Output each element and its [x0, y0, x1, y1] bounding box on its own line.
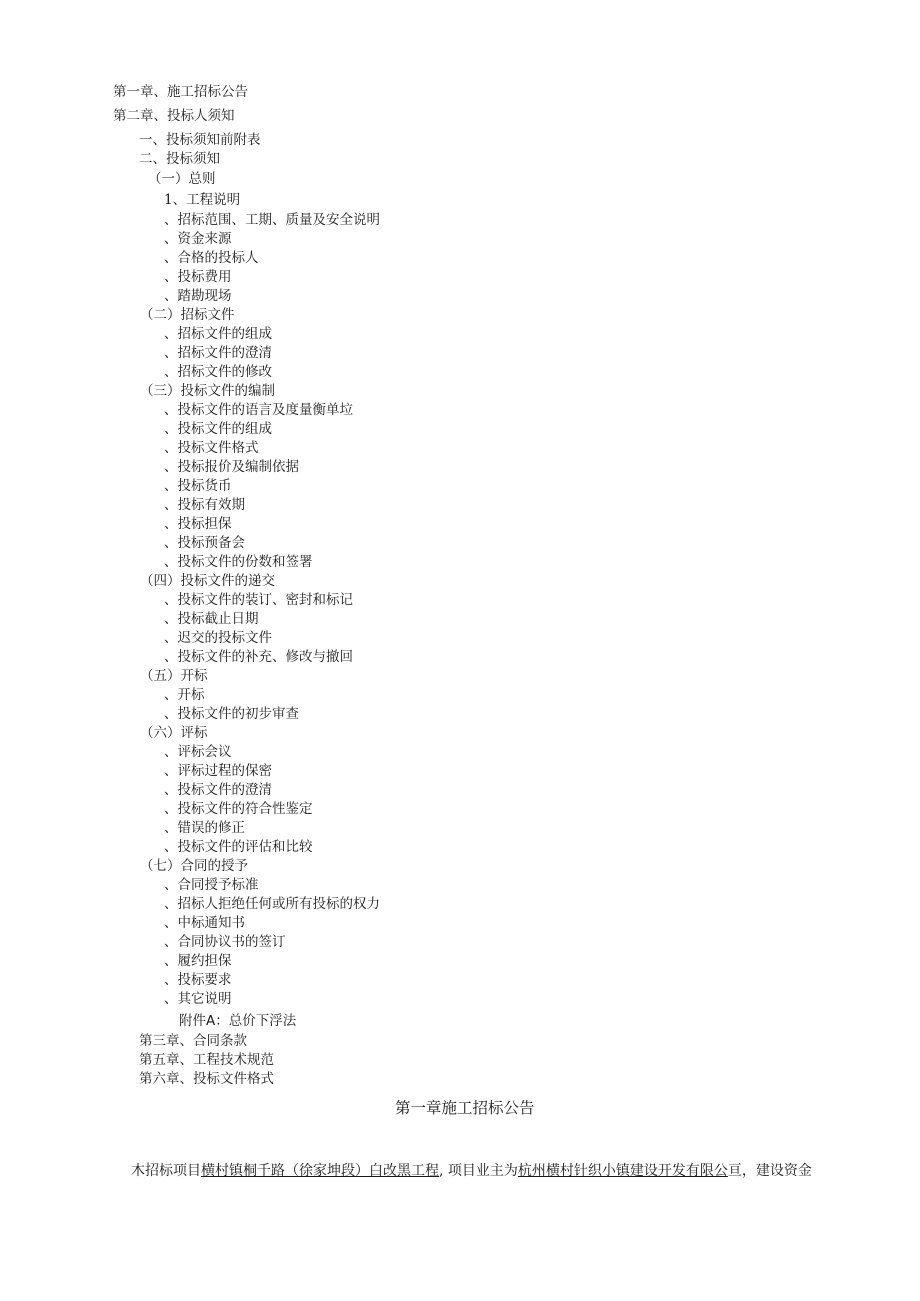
toc-chapter-1: 第一章、施工招标公告: [113, 84, 248, 100]
toc-item: 、中标通知书: [164, 915, 245, 931]
toc-item: 、投标货币: [164, 478, 232, 494]
toc-subsection-2: （二）招标文件: [140, 307, 235, 323]
toc-item: 、投标文件的份数和签署: [164, 554, 313, 570]
toc-item: 、招标人拒绝任何或所有投标的权力: [164, 896, 380, 912]
toc-chapter-5: 第五章、工程技术规范: [139, 1052, 274, 1068]
toc-item: 、招标文件的澄清: [164, 345, 272, 361]
toc-item: 、错误的修正: [164, 820, 245, 836]
toc-item: 、投标文件的初步审查: [164, 706, 299, 722]
toc-item: 1、工程说明: [164, 192, 241, 208]
toc-item: 、合格的投标人: [164, 250, 259, 266]
toc-subsection-6: （六）评标: [140, 725, 208, 741]
toc-item: 、投标预备会: [164, 535, 245, 551]
toc-item: 、投标截止日期: [164, 611, 259, 627]
toc-item: 、投标文件的澄清: [164, 782, 272, 798]
section-heading: 第一章施工招标公告: [395, 1099, 535, 1117]
para-suffix: 亘，建设资金: [727, 1163, 812, 1179]
toc-item: 、开标: [164, 687, 205, 703]
toc-subsection-1: （一）总则: [148, 171, 216, 187]
toc-item: 、合同协议书的签订: [164, 934, 286, 950]
toc-subsection-4: （四）投标文件的递交: [140, 573, 275, 589]
toc-item: 、投标报价及编制依据: [164, 459, 299, 475]
toc-section-1: 一、投标须知前附表: [139, 132, 261, 148]
toc-item: 、招标文件的修改: [164, 364, 272, 380]
toc-item: 、投标文件的组成: [164, 421, 272, 437]
toc-section-2: 二、投标须知: [139, 151, 220, 167]
section-paragraph: [131, 1160, 812, 1180]
toc-item: 、投标文件的补充、修改与撤回: [164, 649, 353, 665]
toc-item: 、投标文件的语言及度量衡单垃: [164, 402, 353, 418]
toc-subsection-5: （五）开标: [140, 668, 208, 684]
toc-item: 、合同授予标准: [164, 877, 259, 893]
para-mid: , 项目业主为: [439, 1163, 518, 1179]
toc-item: 、踏勘现场: [164, 288, 232, 304]
toc-item: 、投标文件格式: [164, 440, 259, 456]
toc-item: 、投标文件的符合性鉴定: [164, 801, 313, 817]
toc-chapter-2: 第二章、投标人须知: [113, 108, 235, 124]
toc-item: 、评标会议: [164, 744, 232, 760]
toc-subsection-7: （七）合同的授予: [140, 858, 248, 874]
toc-item: 、履约担保: [164, 953, 232, 969]
owner-name: 杭州横村针织小镇建设开发有限公: [517, 1163, 728, 1179]
toc-chapter-6: 第六章、投标文件格式: [139, 1071, 274, 1087]
toc-item: 、投标担保: [164, 516, 232, 532]
toc-item: 、迟交的投标文件: [164, 630, 272, 646]
para-prefix: 木招标项目: [131, 1163, 201, 1179]
toc-item: 、投标费用: [164, 269, 232, 285]
toc-annex-a: 附件A：总价下浮法: [179, 1013, 297, 1029]
toc-item: 、投标有效期: [164, 497, 245, 513]
toc-item: 、资金来源: [164, 231, 232, 247]
toc-item: 、投标文件的评估和比较: [164, 839, 313, 855]
toc-subsection-3: （三）投标文件的编制: [140, 383, 275, 399]
toc-item: 、投标文件的装订、密封和标记: [164, 592, 353, 608]
project-name: 横村镇桐千路（徐家坤段）白改黑工程: [201, 1163, 439, 1179]
toc-chapter-3: 第三章、合同条款: [139, 1033, 247, 1049]
toc-item: 、招标文件的组成: [164, 326, 272, 342]
toc-item: 、其它说明: [164, 991, 232, 1007]
toc-item: 、招标范围、工期、质量及安全说明: [164, 212, 380, 228]
toc-item: 、投标要求: [164, 972, 232, 988]
toc-item: 、评标过程的保密: [164, 763, 272, 779]
